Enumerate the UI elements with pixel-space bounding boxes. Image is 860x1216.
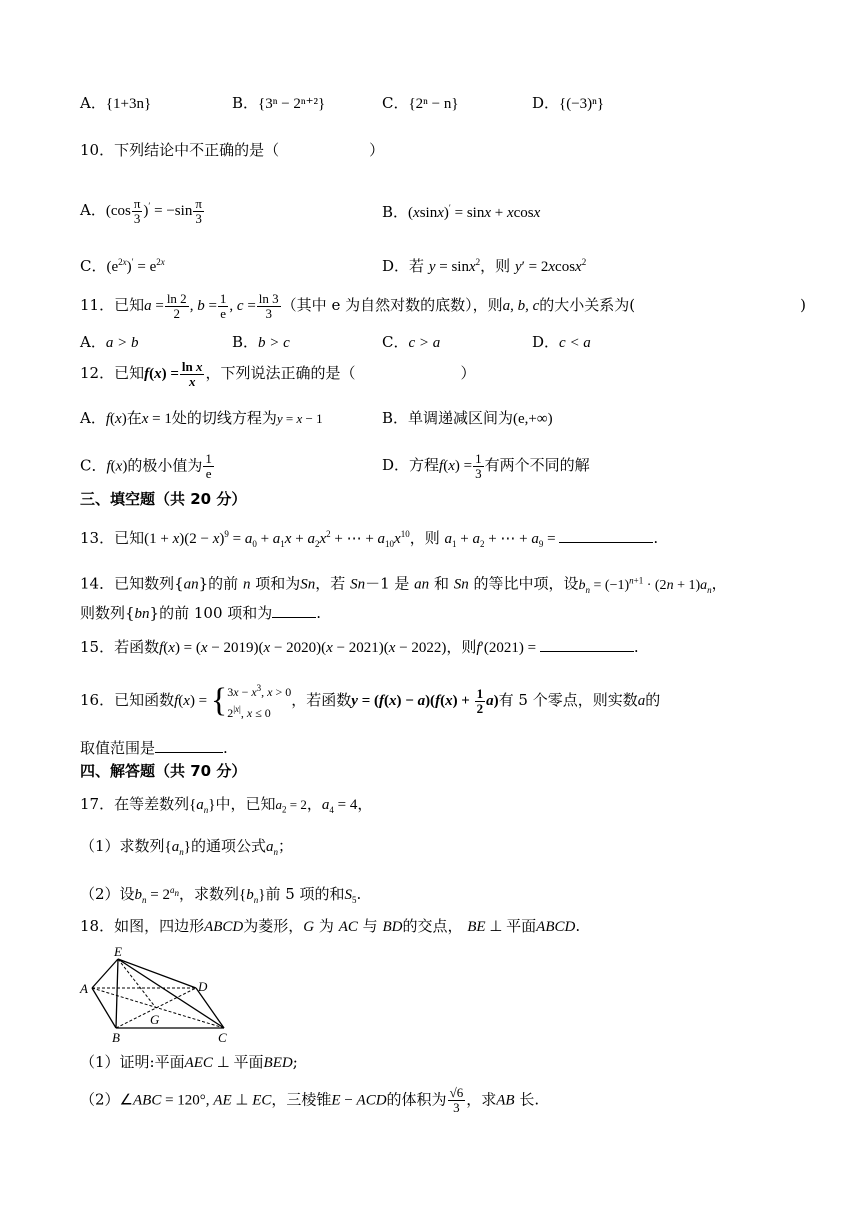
q11-option-b: B．b > c — [232, 333, 290, 351]
rhombus-pyramid-figure — [78, 944, 238, 1044]
edge-ec — [118, 959, 224, 1028]
q10-option-c: C．$(e^{2x})' = e^{2x}$ — [80, 257, 165, 275]
q9-option-c: C．{2ⁿ − n} — [382, 94, 459, 112]
q13-stem: 13．已知$(1 + x)(2 - x)^9 = a_0 + a_1x + a_2x^2$ + ⋯ + $a_{10}x^{10}$，则 $a_1 + a_2$ + ⋯ + $a_9$ = . — [80, 529, 659, 549]
q13-answer-blank[interactable] — [559, 528, 653, 543]
q17-stem: 17．在等差数列$\{a_n\}$中，已知$a_2 = 2$，$a_4 = 4$， — [80, 795, 373, 815]
q12-stem: 12．已知f(x) = $\frac{\text{ln x}}{x}$ ，下列说法正确的是（ ） — [80, 359, 476, 389]
q16-line2: 取值范围是 . — [80, 739, 228, 757]
q16-line1: 16．已知函数f(x) = { $3x - x^3$, x > 0 $2^{|x|}$, x ≤ 0 ，若函数y = (f(x) − a)(f(x) + $\frac{1}{2}$ a)有 5 个零点，则实数a的 — [80, 682, 661, 720]
q9-option-a: A．{1+3n} — [80, 94, 152, 112]
q14-line1: 14．已知数列{an}的前 n 项和为Sn，若 Sn－1 是 an 和 Sn 的等比中项，设$b_n = (-1)^{n+1} \cdot (2n + 1)a_n$， — [80, 574, 727, 595]
q12-option-c: C．f(x)的极小值为 $\frac{1}{e}$ — [80, 451, 212, 481]
q18-part2: （2）∠ABC = 120°, AE ⊥ EC，三棱锥E − ACD的体积为 $\frac{√6}{3}$ ，求AB 长. — [80, 1085, 540, 1115]
q12-option-a: A．f(x)在x = 1处的切线方程为y = x − 1 — [80, 409, 323, 427]
q11-option-c: C．c > a — [382, 333, 441, 351]
q14-line2: 则数列{bn}的前 100 项和为 . — [80, 604, 322, 622]
label-b: B — [112, 1030, 120, 1044]
q17-part1: （1）求数列$\{a_n\}$的通项公式$a_n$； — [80, 837, 293, 857]
label-a: A — [80, 981, 88, 996]
q9-option-d: D．{(−3)ⁿ} — [532, 94, 605, 112]
q12-option-d: D．方程f(x) = $\frac{1}{3}$ 有两个不同的解 — [382, 451, 590, 481]
section-3-heading: 三、填空题（共 20 分） — [80, 490, 247, 508]
q12-option-b: B．单调递减区间为(e,+∞) — [382, 409, 553, 427]
label-c: C — [218, 1030, 227, 1044]
q11-stem: 11．已知a = $\frac{\ln 2}{2}$ , b = $\frac{1}{e}$ , c = $\frac{\ln 3}{3}$ （其中 e 为自然对数的底数），则a, b, c的大小关系为( ) — [80, 291, 806, 321]
q10-option-d: D．若 y = sinx$^2$，则 y′ = 2xcosx$^2$ — [382, 257, 587, 275]
q14-answer-blank[interactable] — [272, 603, 316, 618]
q17-part2: （2）设$b_n = 2^{a_n}$，求数列$\{b_n\}$前 5 项的和$S_5$. — [80, 885, 362, 905]
edge-cd — [196, 988, 224, 1028]
q18-part1: （1）证明:平面AEC ⊥ 平面BED; — [80, 1053, 298, 1071]
q16-answer-blank[interactable] — [155, 738, 223, 753]
label-e: E — [114, 944, 122, 959]
label-d: D — [198, 979, 208, 994]
q11-option-d: D．c < a — [532, 333, 591, 351]
q15-answer-blank[interactable] — [540, 637, 634, 652]
label-g: G — [150, 1012, 160, 1027]
section-4-heading: 四、解答题（共 70 分） — [80, 762, 247, 780]
q10-option-b: B．(xsinx)′ = sinx + xcosx — [382, 203, 541, 221]
q9-option-b: B．{3ⁿ − 2ⁿ⁺²} — [232, 94, 326, 112]
q15-stem: 15．若函数f(x) = (x − 2019)(x − 2020)(x − 2021)(x − 2022)，则f′(2021) = . — [80, 638, 639, 656]
edge-eb — [116, 959, 118, 1028]
q10-option-a: A．(cos $\frac{\pi}{3}$ )′ = −sin $\frac{\pi}{3}$ — [80, 196, 202, 227]
q11-option-a: A．a > b — [80, 333, 139, 351]
q18-stem: 18．如图，四边形ABCD为菱形，G 为 AC 与 BD的交点， BE ⊥ 平面ABCD. — [80, 917, 581, 935]
edge-ea — [92, 959, 118, 988]
q10-stem: 10．下列结论中不正确的是（ ） — [80, 141, 385, 159]
